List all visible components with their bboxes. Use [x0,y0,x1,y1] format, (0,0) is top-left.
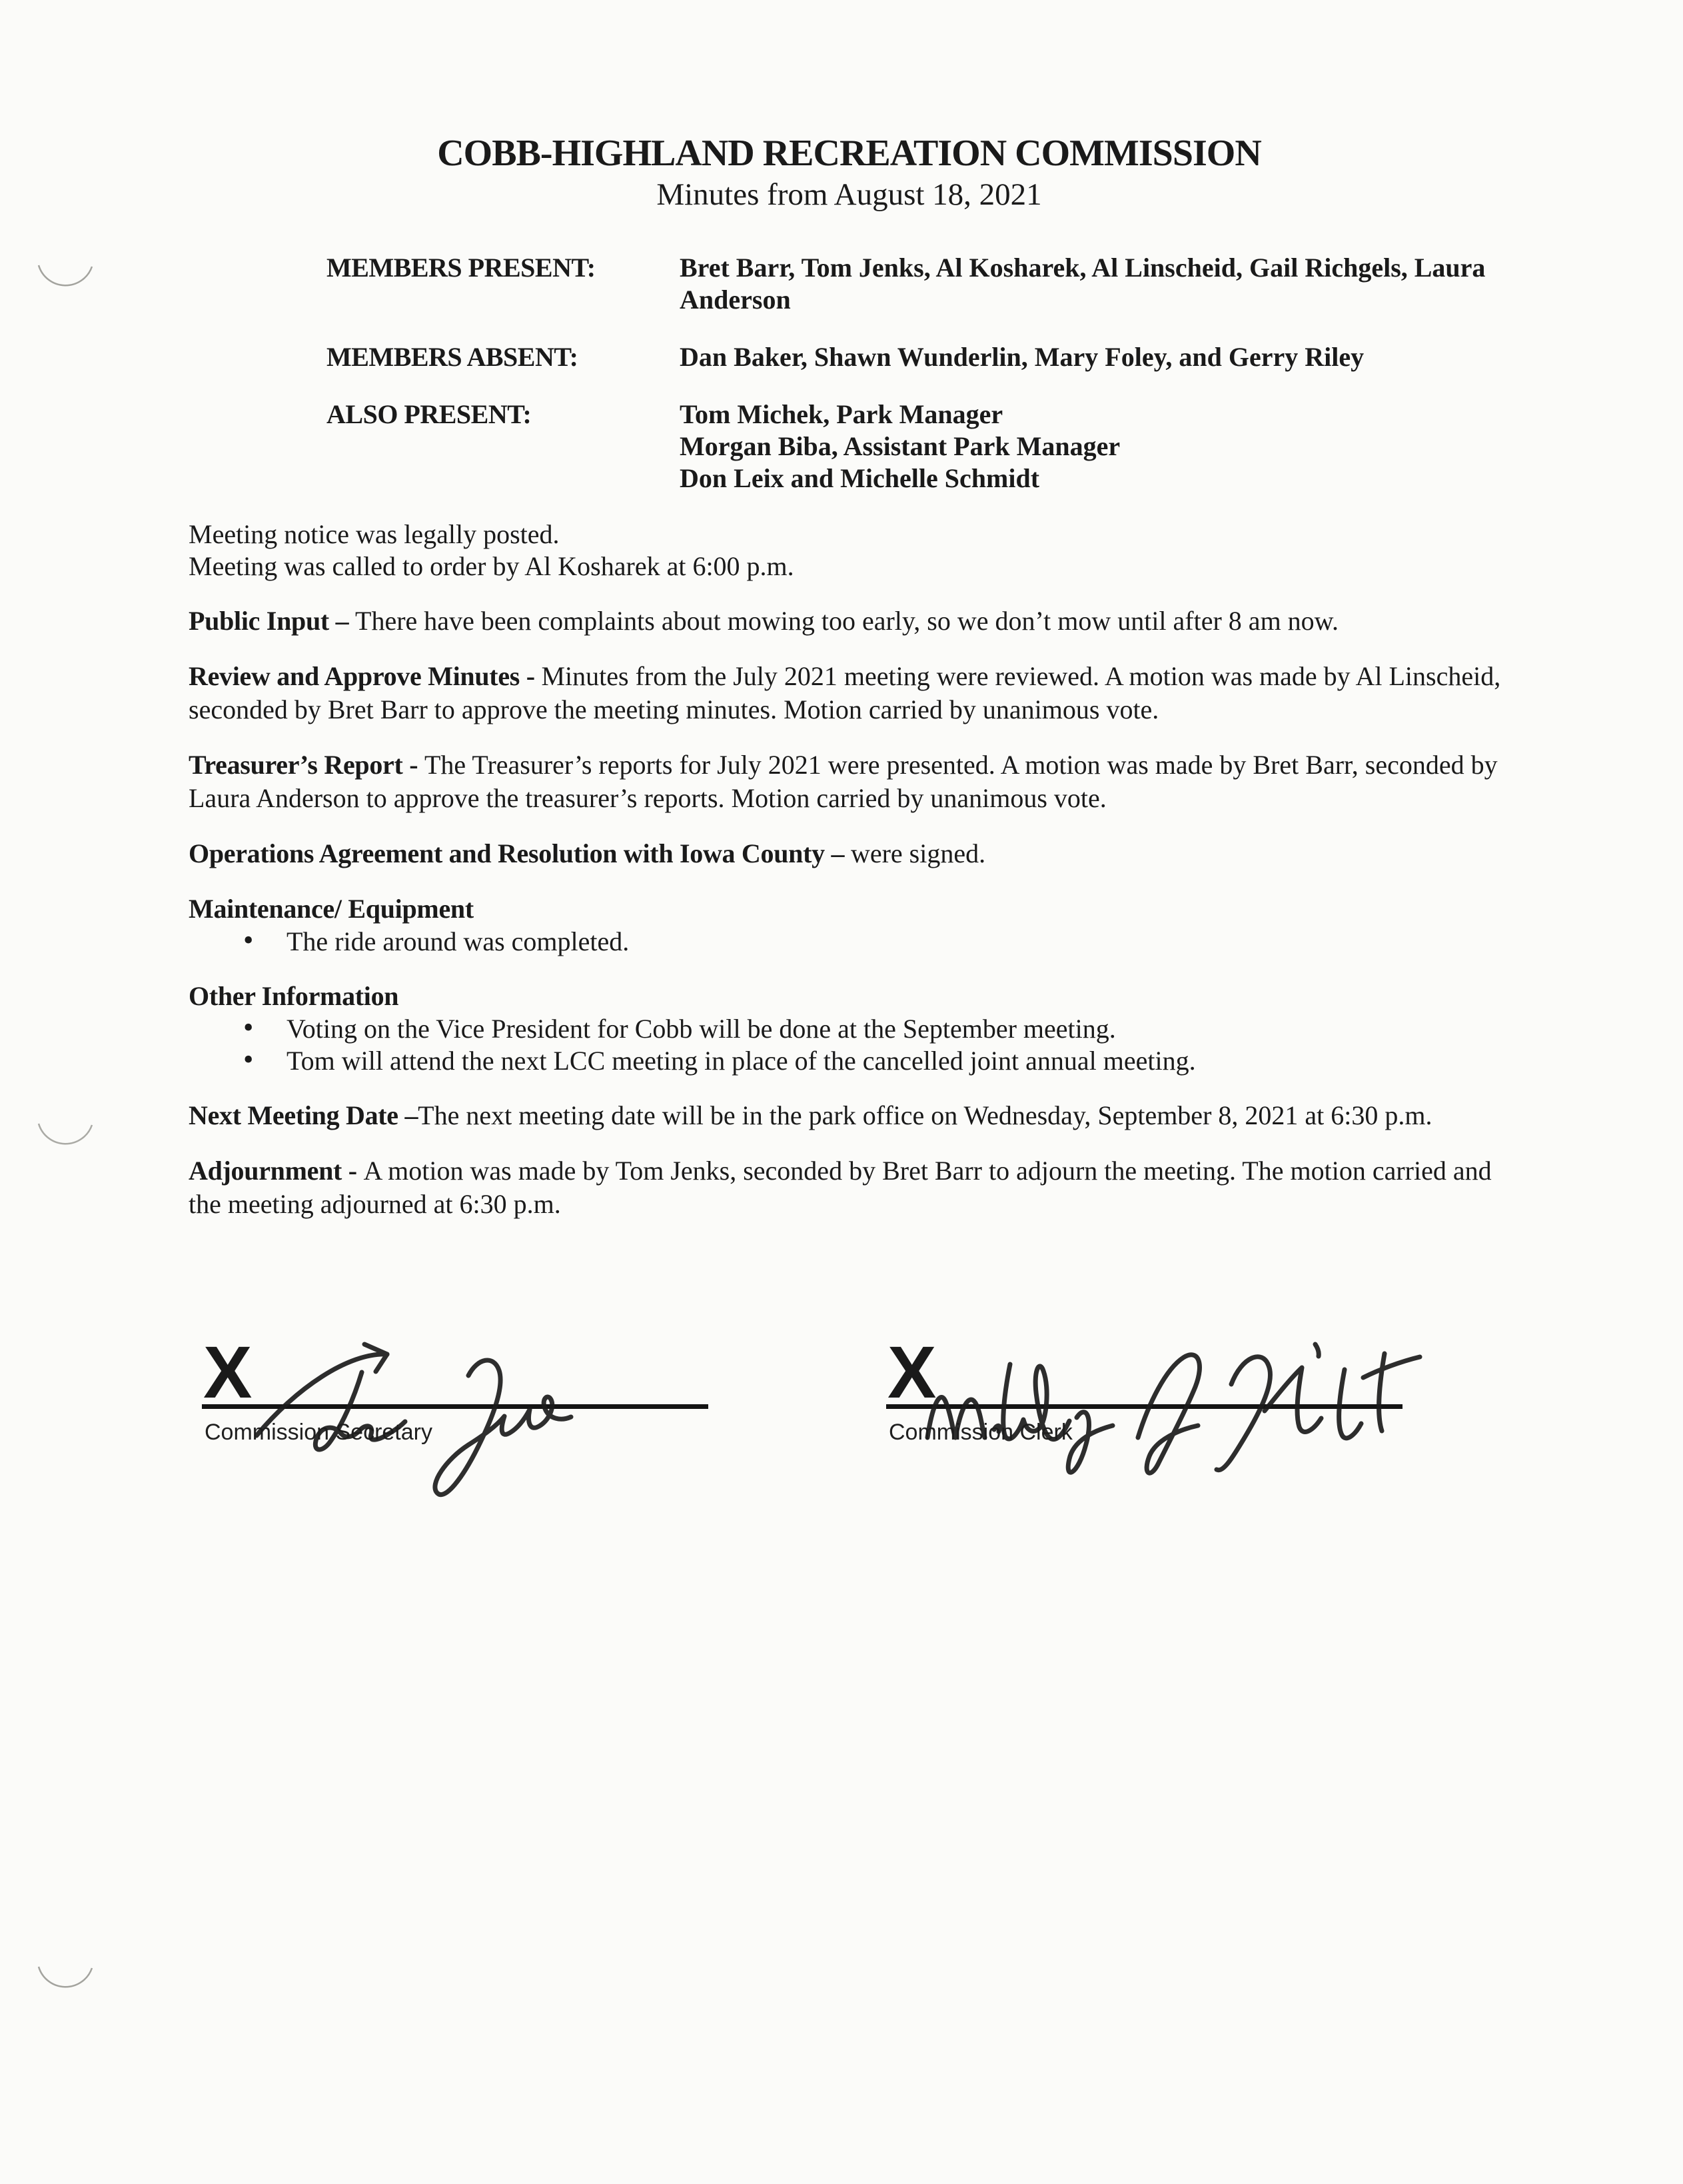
secretary-signature-line [202,1311,708,1414]
treasurers-report-paragraph [189,748,1510,815]
members-absent-row [326,341,1510,373]
signature-section [202,1311,1510,1446]
meeting-notice-line: Meeting notice was legally posted. [189,519,560,549]
maintenance-bullet: • The ride around was completed. [189,926,1510,958]
members-present-label: MEMBERS PRESENT: [326,253,596,283]
adjournment-paragraph [189,1154,1510,1221]
public-input-text: There have been complaints about mowing too early, so we don’t mow until after 8 am now. [355,606,1339,636]
operations-agreement-paragraph [189,837,1510,870]
members-present-row [326,252,1510,316]
other-information-heading: Other Information [189,981,399,1011]
review-minutes-text: Minutes from the July 2021 meeting were reviewed. A motion was made by Al Linscheid, seconded by Bret Barr to approve the meeting minutes. Motion carried by unanimous vote. [189,661,1501,724]
review-minutes-heading: Review and Approve Minutes - [189,661,542,691]
document-title: COBB-HIGHLAND RECREATION COMMISSION [437,133,1261,174]
other-information-bullet-list [189,1013,1510,1077]
other-information-bullet: • Voting on the Vice President for Cobb will be done at the September meeting. [189,1013,1510,1045]
next-meeting-text: The next meeting date will be in the park office on Wednesday, September 8, 2021 at 6:30 p.m. [418,1100,1432,1130]
also-present-line: Morgan Biba, Assistant Park Manager [680,431,1121,461]
adjournment-heading: Adjournment - [189,1156,364,1186]
public-input-paragraph [189,604,1510,638]
document-header [189,133,1510,213]
next-meeting-paragraph [189,1099,1510,1132]
hole-punch-mark [35,1947,95,2007]
public-input-heading: Public Input – [189,606,356,636]
clerk-signature-line [886,1311,1402,1414]
call-to-order-line: Meeting was called to order by Al Kosharek at 6:00 p.m. [189,551,794,581]
members-absent-label: MEMBERS ABSENT: [326,342,578,372]
secretary-x-mark: X [203,1332,253,1414]
clerk-x-mark: X [887,1332,937,1414]
operations-agreement-text: were signed. [850,838,986,868]
secretary-signature-block [202,1311,708,1446]
maintenance-heading: Maintenance/ Equipment [189,894,474,924]
document-subtitle: Minutes from August 18, 2021 [656,177,1042,212]
also-present-value [680,399,1510,495]
opening-statements [189,519,1510,582]
also-present-line: Tom Michek, Park Manager [680,399,1003,429]
treasurers-report-text: The Treasurer’s reports for July 2021 were presented. A motion was made by Bret Barr, seconded by Laura Anderson to approve the treasurer’s reports. Motion carried by unanimous vote. [189,750,1498,813]
maintenance-bullet-list [189,926,1510,958]
also-present-row [326,399,1510,495]
secretary-signature-label: Commission Secretary [205,1420,432,1445]
other-information-bullet: • Tom will attend the next LCC meeting in place of the cancelled joint annual meeting. [189,1045,1510,1077]
clerk-signature-block [886,1311,1402,1446]
treasurers-report-heading: Treasurer’s Report - [189,750,424,780]
also-present-label: ALSO PRESENT: [326,399,532,429]
members-absent-value: Dan Baker, Shawn Wunderlin, Mary Foley, and Gerry Riley [680,342,1365,372]
review-minutes-paragraph [189,660,1510,726]
operations-agreement-heading: Operations Agreement and Resolution with Iowa County – [189,838,851,868]
also-present-line: Don Leix and Michelle Schmidt [680,463,1040,493]
adjournment-text: A motion was made by Tom Jenks, seconded by Bret Barr to adjourn the meeting. The motion carried and the meeting adjourned at 6:30 p.m. [189,1156,1492,1219]
next-meeting-heading: Next Meeting Date – [189,1100,418,1130]
attendance-block [326,252,1510,495]
members-present-value: Bret Barr, Tom Jenks, Al Kosharek, Al Linscheid, Gail Richgels, Laura Anderson [680,253,1486,315]
hole-punch-mark [35,1104,95,1164]
clerk-signature-label: Commission Clerk [889,1420,1073,1445]
hole-punch-mark [35,245,95,305]
